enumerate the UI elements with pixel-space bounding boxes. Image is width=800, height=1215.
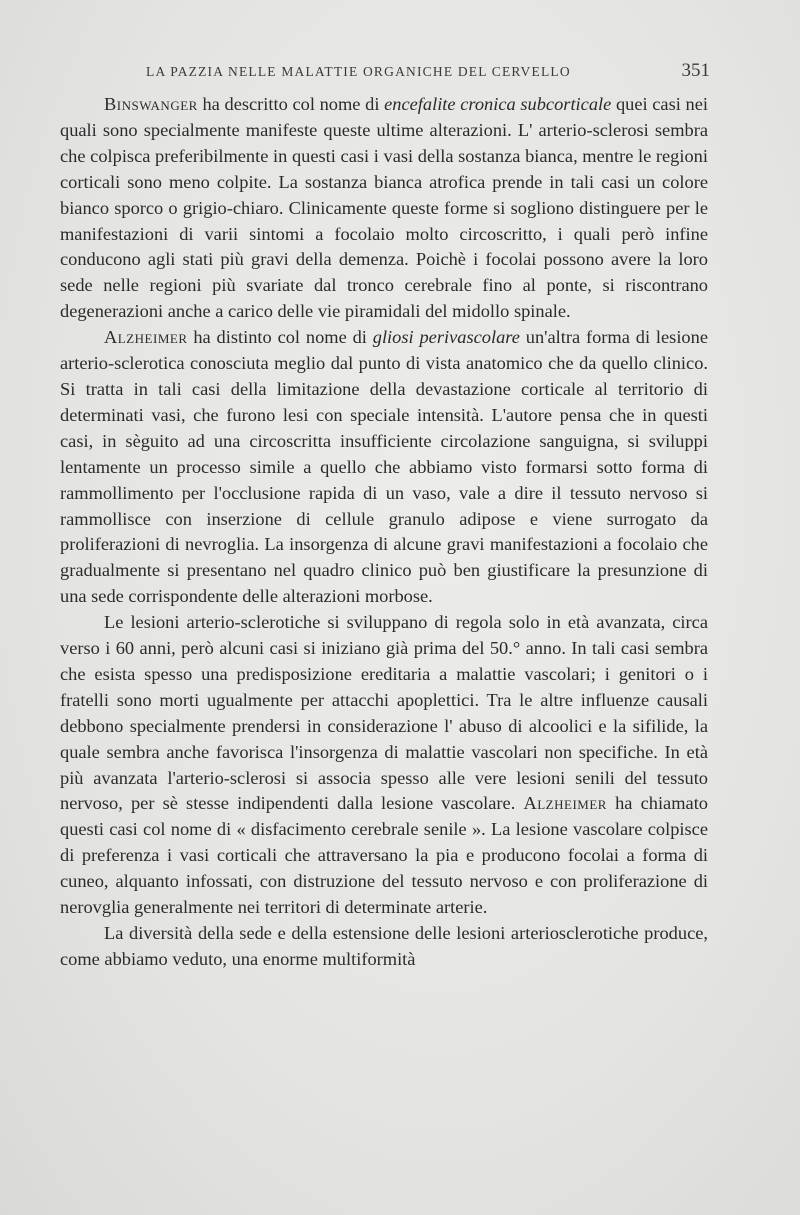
page-number: 351 bbox=[681, 60, 710, 81]
author-name: Alzheimer bbox=[104, 327, 188, 348]
text-run: quei casi nei quali sono specialmente manifeste queste ultime alterazioni. L' arterio-sclerosi sembra che colpisca preferibilmente in questi casi i vasi della sostanza bianca, mentre le regioni corticali sono meno colpite. La sostanza bianca atrofica prende in tali casi un colore bianco sporco o grigio-chiaro. Clinicamente queste forme si sogliono distinguere per le manifestazioni di varii sintomi a focolaio molto circoscritto, i quali però infine conducono agli stati più gravi della demenza. Poichè i focolai possono avere la loro sede nelle regioni più svariate dal tronco cerebrale fino al ponte, si riscontrano degenerazioni anche a carico delle vie piramidali del midollo spinale. bbox=[60, 94, 708, 322]
author-name: Alzheimer bbox=[523, 793, 607, 814]
paragraph bbox=[60, 921, 708, 973]
running-title: LA PAZZIA NELLE MALATTIE ORGANICHE DEL CERVELLO bbox=[146, 64, 571, 79]
text-run: Le lesioni arterio-sclerotiche si sviluppano di regola solo in età avanzata, circa verso i 60 anni, però alcuni casi si iniziano già prima del 50.° anno. In tali casi sembra che esista spesso una predisposizione ereditaria a malattie vascolari; i genitori o i fratelli sono morti ugualmente per attacchi apoplettici. Tra le altre influenze causali debbono specialmente prendersi in considerazione l' abuso di alcoolici e la sifilide, la quale sembra anche favorisca l'insorgenza di malattie vascolari non specifiche. In età più avanzata l'arterio-sclerosi si associa spesso alle vere lesioni senili del tessuto nervoso, per sè stesse indipendenti dalla lesione vascolare. bbox=[60, 612, 708, 814]
text-run: La diversità della sede e della estensione delle lesioni arteriosclerotiche produce, come abbiamo veduto, una enorme multiformità bbox=[60, 923, 708, 969]
italic-term: gliosi perivascolare bbox=[372, 327, 520, 348]
paragraph bbox=[60, 610, 708, 921]
text-run: ha chiamato questi casi col nome di « disfacimento cerebrale senile ». La lesione vascolare colpisce di preferenza i vasi corticali che attraversano la pia e producono focolai a forma di cuneo, alquanto infossati, con distruzione del tessuto nervoso e con proliferazione di nerovglia generalmente nei territori di determinate arterie. bbox=[60, 793, 708, 918]
paragraph bbox=[60, 92, 708, 325]
text-run: un'altra forma di lesione arterio-sclerotica conosciuta meglio dal punto di vista anatomico che da quello clinico. Si tratta in tali casi della limitazione della devastazione corticale al territorio di determinati vasi, che furono lesi con speciale intensità. L'autore pensa che in questi casi, in sèguito ad una circoscritta insufficiente circolazione sanguigna, si sviluppi lentamente un processo simile a quello che abbiamo visto formarsi sotto forma di rammollimento per l'occlusione rapida di un vaso, vale a dire il tessuto nervoso si rammollisce con inserzione di cellule granulo adipose e viene surrogato da proliferazioni di nevroglia. La insorgenza di alcune gravi manifestazioni a focolaio che gradualmente si presentano nel quadro clinico può ben giustificare la presunzione di una sede corrispondente delle alterazioni morbose. bbox=[60, 327, 708, 607]
text-run: ha descritto col nome di bbox=[197, 94, 385, 114]
paragraph bbox=[60, 325, 708, 610]
page-header bbox=[60, 60, 710, 86]
body-text bbox=[60, 92, 708, 973]
author-name: Binswanger bbox=[104, 94, 198, 114]
italic-term: encefalite cronica subcorticale bbox=[384, 94, 612, 114]
text-run: ha distinto col nome di bbox=[187, 327, 373, 348]
